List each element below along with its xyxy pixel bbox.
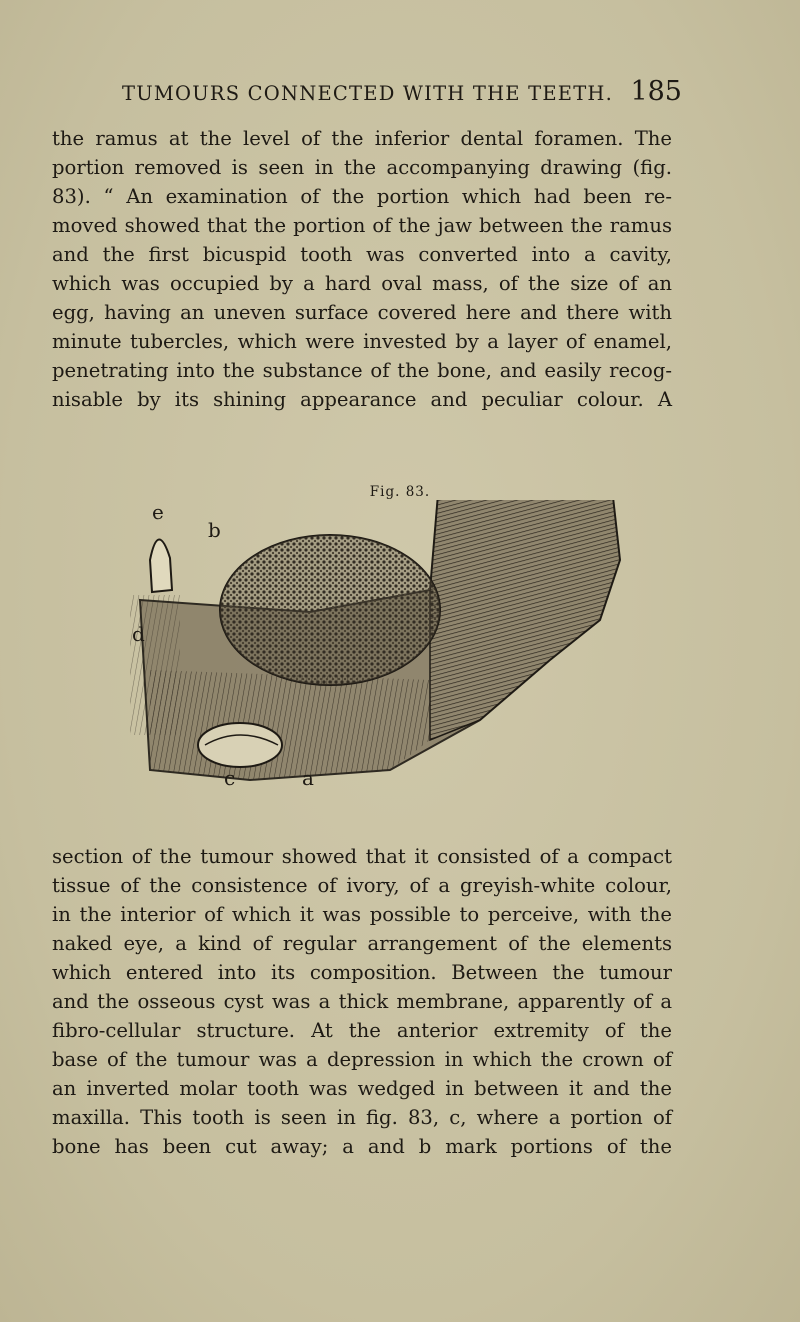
- text-line: in the interior of which it was possible to perceive, with the: [52, 903, 672, 926]
- text-line: portion removed is seen in the accompanying drawing (fig.: [52, 156, 672, 179]
- text-line: which entered into its composition. Between the tumour: [52, 961, 672, 984]
- label-d: d: [132, 622, 145, 646]
- text-line: penetrating into the substance of the bone, and easily recog-: [52, 359, 672, 382]
- text-line: naked eye, a kind of regular arrangement of the elements: [52, 932, 672, 955]
- jaw-tumour-engraving: [130, 500, 630, 800]
- text-line: which was occupied by a hard oval mass, of the size of an: [52, 272, 672, 295]
- text-line: egg, having an uneven surface covered here and there with: [52, 301, 672, 324]
- text-line: an inverted molar tooth was wedged in between it and the: [52, 1077, 672, 1100]
- inverted-molar-tooth: [198, 723, 282, 767]
- ramus-hatching: [430, 500, 620, 740]
- running-title: TUMOURS CONNECTED WITH THE TEETH.: [122, 82, 614, 105]
- text-line: fibro-cellular structure. At the anterior extremity of the: [52, 1019, 672, 1042]
- paragraph-1: [52, 124, 672, 414]
- text-line: minute tubercles, which were invested by a layer of enamel,: [52, 330, 672, 353]
- page-header: [122, 76, 682, 107]
- text-line: nisable by its shining appearance and peculiar colour. A: [52, 388, 672, 411]
- text-line: and the osseous cyst was a thick membrane, apparently of a: [52, 990, 672, 1013]
- text-line: 83). “ An examination of the portion which had been re-: [52, 185, 672, 208]
- page-number: 185: [630, 76, 682, 107]
- text-line: section of the tumour showed that it consisted of a compact: [52, 845, 672, 868]
- figure-caption: Fig. 83.: [369, 484, 431, 500]
- paragraph-2: [52, 842, 672, 1161]
- text-line: the ramus at the level of the inferior dental foramen. The: [52, 127, 672, 150]
- figure-83-illustration: [130, 500, 630, 800]
- label-e: e: [152, 500, 164, 524]
- text-line: maxilla. This tooth is seen in fig. 83, c, where a portion of: [52, 1106, 672, 1129]
- label-b: b: [208, 518, 221, 542]
- bicuspid-tooth: [150, 539, 172, 592]
- text-line: tissue of the consistence of ivory, of a greyish-white colour,: [52, 874, 672, 897]
- label-a: a: [302, 766, 314, 790]
- text-line: and the first bicuspid tooth was converted into a cavity,: [52, 243, 672, 266]
- mandible-cortex: [150, 670, 430, 780]
- text-line: moved showed that the portion of the jaw between the ramus: [52, 214, 672, 237]
- label-c: c: [224, 766, 236, 790]
- text-line: base of the tumour was a depression in which the crown of: [52, 1048, 672, 1071]
- text-line: bone has been cut away; a and b mark portions of the: [52, 1135, 672, 1158]
